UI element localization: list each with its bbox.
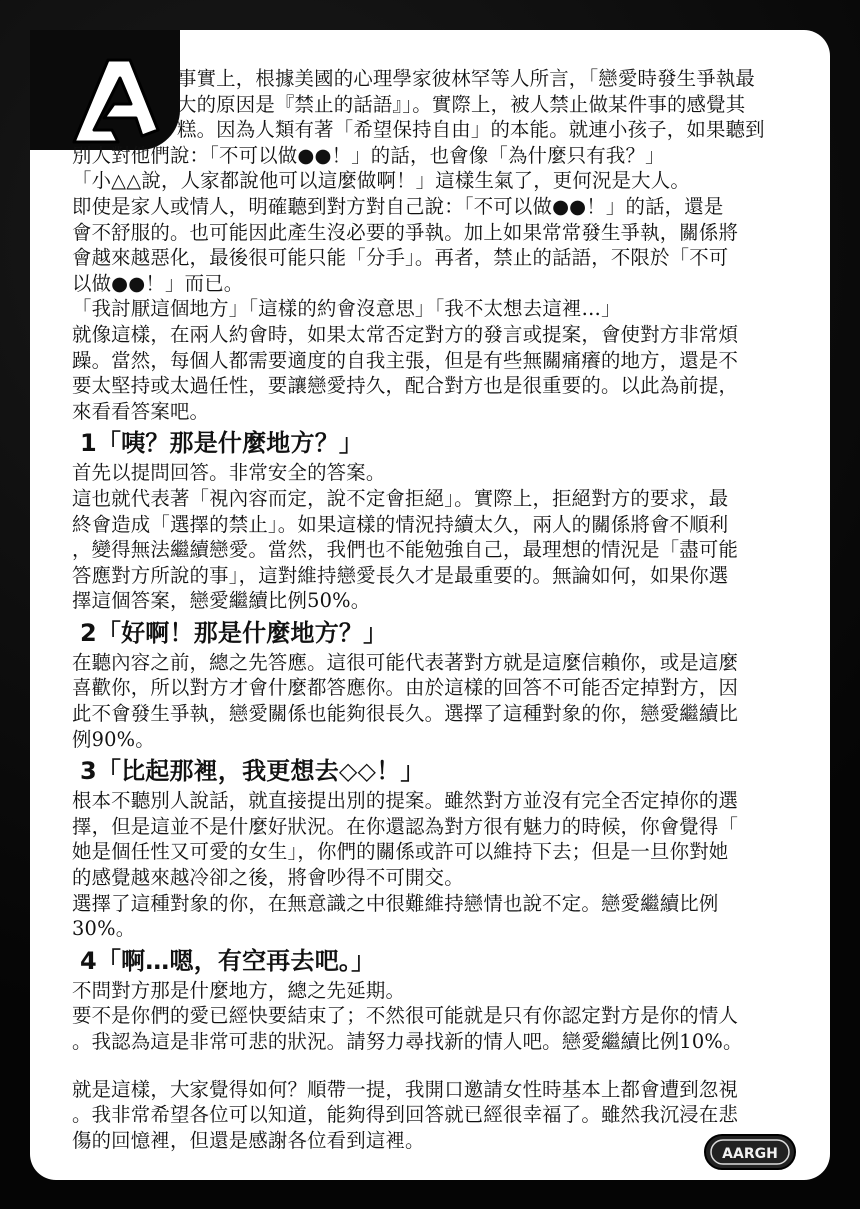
text-line: 即使是家人或情人，明確聽到對方對自己說：「不可以做●●！」的話，還是 (72, 194, 724, 218)
text-line: 就像這樣，在兩人約會時，如果太常否定對方的發言或提案，會使對方非常煩 (72, 322, 739, 346)
text-line: 擇，但是這並不是什麼好狀況。在你還認為對方很有魅力的時候，你會覺得「 (72, 814, 739, 838)
text-line: 選擇了這種對象的你，在無意識之中很難維持戀情也說不定。戀愛繼續比例 (72, 891, 719, 915)
text-line: 「我討厭這個地方」「這樣的約會沒意思」「我不太想去這裡…」 (72, 297, 621, 321)
text-line: ，變得無法繼續戀愛。當然，我們也不能勉強自己，最理想的情況是「盡可能 (72, 538, 739, 562)
text-line: 答應對方所說的事」，這對維持戀愛長久才是最重要的。無論如何，如果你選 (72, 563, 729, 587)
text-line: 「小△△說，人家都說他可以這麼做啊！」這樣生氣了，更何況是大人。 (72, 169, 690, 193)
text-line: 會越來越惡化，最後很可能只能「分手」。再者，禁止的話語，不限於「不可 (72, 246, 729, 270)
text-line: 傷的回憶裡，但還是感謝各位看到這裡。 (72, 1128, 425, 1152)
text-line: 此不會發生爭執，戀愛關係也能夠很長久。選擇了這種對象的你，戀愛繼續比 (72, 702, 739, 726)
text-line: 躁。當然，每個人都需要適度的自我主張，但是有些無關痛癢的地方，還是不 (72, 348, 739, 372)
text-line: 要不是你們的愛已經快要結束了；不然很可能就是只有你認定對方是你的情人 (72, 1004, 739, 1028)
answer-heading: 1「咦？那是什麼地方？」 (80, 429, 364, 458)
text-line: 在聽內容之前，總之先答應。這很可能代表著對方就是這麼信賴你，或是這麼 (72, 650, 739, 674)
text-line: 大的原因是『禁止的話語』」。實際上，被人禁止做某件事的感覺其 (177, 92, 746, 116)
text-line: 來看看答案吧。 (72, 399, 210, 423)
answer-section (72, 616, 822, 752)
text-line: 首先以提問回答。非常安全的答案。 (72, 461, 386, 485)
text-line: 的感覺越來越冷卻之後，將會吵得不可開交。 (72, 866, 464, 890)
text-line: 會不舒服的。也可能因此產生沒必要的爭執。加上如果常常發生爭執，關係將 (72, 220, 739, 244)
answer-sections (72, 426, 822, 1054)
text-line: 終會造成「選擇的禁止」。如果這樣的情況持續太久，兩人的關係將會不順利 (72, 512, 729, 536)
text-line: 就是這樣，大家覺得如何？順帶一提，我開口邀請女性時基本上都會遭到忽視 (72, 1077, 739, 1101)
text-line: 以做●●！」而已。 (72, 271, 244, 295)
text-line: 這也就代表著「視內容而定，說不定會拒絕」。實際上，拒絕對方的要求，最 (72, 486, 729, 510)
answer-heading: 2「好啊！那是什麼地方？」 (80, 618, 388, 647)
answer-section (72, 754, 822, 942)
text-line: 別人對他們說：「不可以做●●！」的話，也會像「為什麼只有我？」 (72, 143, 665, 167)
answer-section (72, 426, 822, 614)
text-line: 事實上，根據美國的心理學家彼林罕等人所言，「戀愛時發生爭執最 (177, 67, 756, 90)
document-page (30, 30, 830, 1180)
answer-heading: 3「比起那裡，我更想去◇◇！」 (80, 757, 425, 786)
text-line: 要太堅持或太過任性，要讓戀愛持久，配合對方也是很重要的。以此為前提， (72, 374, 739, 398)
text-line: 。我認為這是非常可悲的狀況。請努力尋找新的情人吧。戀愛繼續比例10%。 (72, 1030, 743, 1053)
text-line: 不問對方那是什麼地方，總之先延期。 (72, 978, 406, 1002)
intro-wrapped-lines (72, 66, 822, 143)
intro-paragraph (72, 143, 822, 425)
answer-section (72, 944, 822, 1055)
text-line: 擇這個答案，戀愛繼續比例50%。 (72, 589, 371, 613)
text-line: 糕。因為人類有著「希望保持自由」的本能。就連小孩子，如果聽到 (177, 118, 765, 142)
text-line: 喜歡你，所以對方才會什麼都答應你。由於這樣的回答不可能否定掉對方，因 (72, 676, 739, 700)
stamp-badge-icon (702, 1132, 798, 1172)
text-line: 例90%。 (72, 727, 155, 751)
article-body (72, 66, 822, 1153)
answer-heading: 4「啊…嗯，有空再去吧。」 (80, 946, 376, 975)
text-line: 30%。 (72, 917, 136, 941)
text-line: 根本不聽別人說話，就直接提出別的提案。雖然對方並沒有完全否定掉你的選 (72, 789, 739, 813)
stamp-text: AARGH (722, 1146, 778, 1162)
text-line: 。我非常希望各位可以知道，能夠得到回答就已經很幸福了。雖然我沉浸在悲 (72, 1103, 739, 1127)
text-line: 她是個任性又可愛的女生」，你們的關係或許可以維持下去；但是一旦你對她 (72, 840, 729, 864)
